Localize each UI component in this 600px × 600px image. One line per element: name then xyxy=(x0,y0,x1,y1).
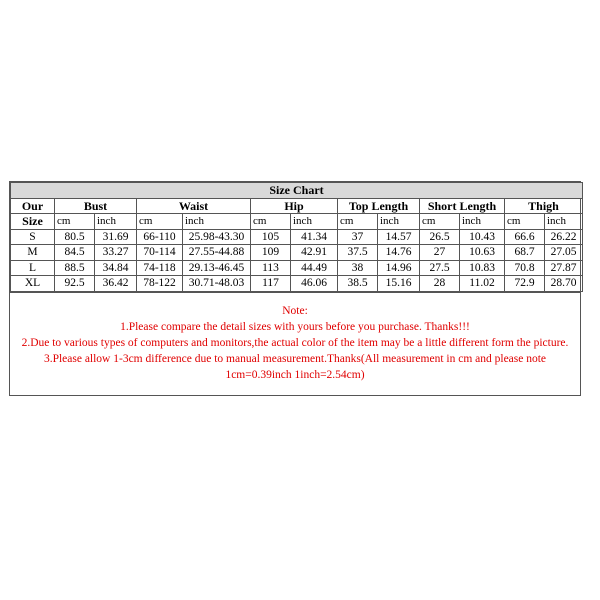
table-cell: 29.13-46.45 xyxy=(183,260,251,276)
table-cell: 14.96 xyxy=(378,260,420,276)
size-chart-table xyxy=(10,182,583,292)
unit-inch: inch xyxy=(460,214,505,230)
table-cell: 31.69 xyxy=(95,229,137,245)
table-cell: 72.9 xyxy=(505,276,545,292)
table-cell: 68.7 xyxy=(505,245,545,261)
table-cell: 38 xyxy=(338,260,378,276)
table-cell: 117 xyxy=(251,276,291,292)
table-cell: 41.34 xyxy=(291,229,338,245)
table-row xyxy=(11,260,583,276)
size-rows xyxy=(11,229,583,291)
note-line-2: 2.Due to various types of computers and monitors,the actual color of the item may be a little different form the picture. xyxy=(21,336,569,349)
header-bust: Bust xyxy=(55,198,137,214)
note-line-1: 1.Please compare the detail sizes with yours before you purchase. Thanks!!! xyxy=(120,320,470,333)
chart-title: Size Chart xyxy=(11,183,583,199)
unit-inch: inch xyxy=(378,214,420,230)
table-cell: 10.63 xyxy=(460,245,505,261)
table-cell: 37 xyxy=(338,229,378,245)
table-cell: 25.98-43.30 xyxy=(183,229,251,245)
unit-inch: inch xyxy=(183,214,251,230)
table-cell: 14.76 xyxy=(378,245,420,261)
table-cell: 14.57 xyxy=(378,229,420,245)
size-cell: XL xyxy=(11,276,55,292)
unit-inch: inch xyxy=(95,214,137,230)
unit-cm: cm xyxy=(137,214,183,230)
size-cell: L xyxy=(11,260,55,276)
table-cell: 46.06 xyxy=(291,276,338,292)
unit-inch: inch xyxy=(545,214,583,230)
header-waist: Waist xyxy=(137,198,251,214)
table-cell: 66-110 xyxy=(137,229,183,245)
table-cell: 27.5 xyxy=(420,260,460,276)
header-thigh: Thigh xyxy=(505,198,583,214)
table-cell: 84.5 xyxy=(55,245,95,261)
table-cell: 28 xyxy=(420,276,460,292)
size-cell: M xyxy=(11,245,55,261)
table-cell: 33.27 xyxy=(95,245,137,261)
table-cell: 34.84 xyxy=(95,260,137,276)
unit-cm: cm xyxy=(251,214,291,230)
size-column-header-bottom: Size xyxy=(11,214,55,230)
table-cell: 44.49 xyxy=(291,260,338,276)
table-cell: 27.05 xyxy=(545,245,583,261)
table-cell: 70.8 xyxy=(505,260,545,276)
table-cell: 10.43 xyxy=(460,229,505,245)
table-cell: 15.16 xyxy=(378,276,420,292)
unit-cm: cm xyxy=(420,214,460,230)
header-hip: Hip xyxy=(251,198,338,214)
note-title: Note: xyxy=(282,304,308,317)
size-chart xyxy=(9,181,581,396)
table-cell: 26.22 xyxy=(545,229,583,245)
table-cell: 80.5 xyxy=(55,229,95,245)
table-row xyxy=(11,229,583,245)
table-cell: 37.5 xyxy=(338,245,378,261)
table-row xyxy=(11,276,583,292)
table-cell: 27 xyxy=(420,245,460,261)
table-cell: 26.5 xyxy=(420,229,460,245)
header-top-length: Top Length xyxy=(338,198,420,214)
table-cell: 38.5 xyxy=(338,276,378,292)
note-line-3: 3.Please allow 1-3cm difference due to manual measurement.Thanks(All measurement in cm and please note 1cm=0.39inch 1inch=2.54cm) xyxy=(43,352,547,381)
table-cell: 30.71-48.03 xyxy=(183,276,251,292)
note-block xyxy=(10,292,580,395)
unit-cm: cm xyxy=(55,214,95,230)
size-cell: S xyxy=(11,229,55,245)
unit-cm: cm xyxy=(505,214,545,230)
table-cell: 105 xyxy=(251,229,291,245)
table-cell: 66.6 xyxy=(505,229,545,245)
size-column-header: Our xyxy=(11,198,55,214)
table-cell: 92.5 xyxy=(55,276,95,292)
header-short-length: Short Length xyxy=(420,198,505,214)
table-row xyxy=(11,245,583,261)
table-cell: 70-114 xyxy=(137,245,183,261)
table-cell: 10.83 xyxy=(460,260,505,276)
table-cell: 11.02 xyxy=(460,276,505,292)
unit-inch: inch xyxy=(291,214,338,230)
table-cell: 78-122 xyxy=(137,276,183,292)
table-cell: 74-118 xyxy=(137,260,183,276)
table-cell: 88.5 xyxy=(55,260,95,276)
table-cell: 28.70 xyxy=(545,276,583,292)
unit-cm: cm xyxy=(338,214,378,230)
table-cell: 27.55-44.88 xyxy=(183,245,251,261)
table-cell: 42.91 xyxy=(291,245,338,261)
table-cell: 109 xyxy=(251,245,291,261)
table-cell: 113 xyxy=(251,260,291,276)
table-cell: 27.87 xyxy=(545,260,583,276)
table-cell: 36.42 xyxy=(95,276,137,292)
